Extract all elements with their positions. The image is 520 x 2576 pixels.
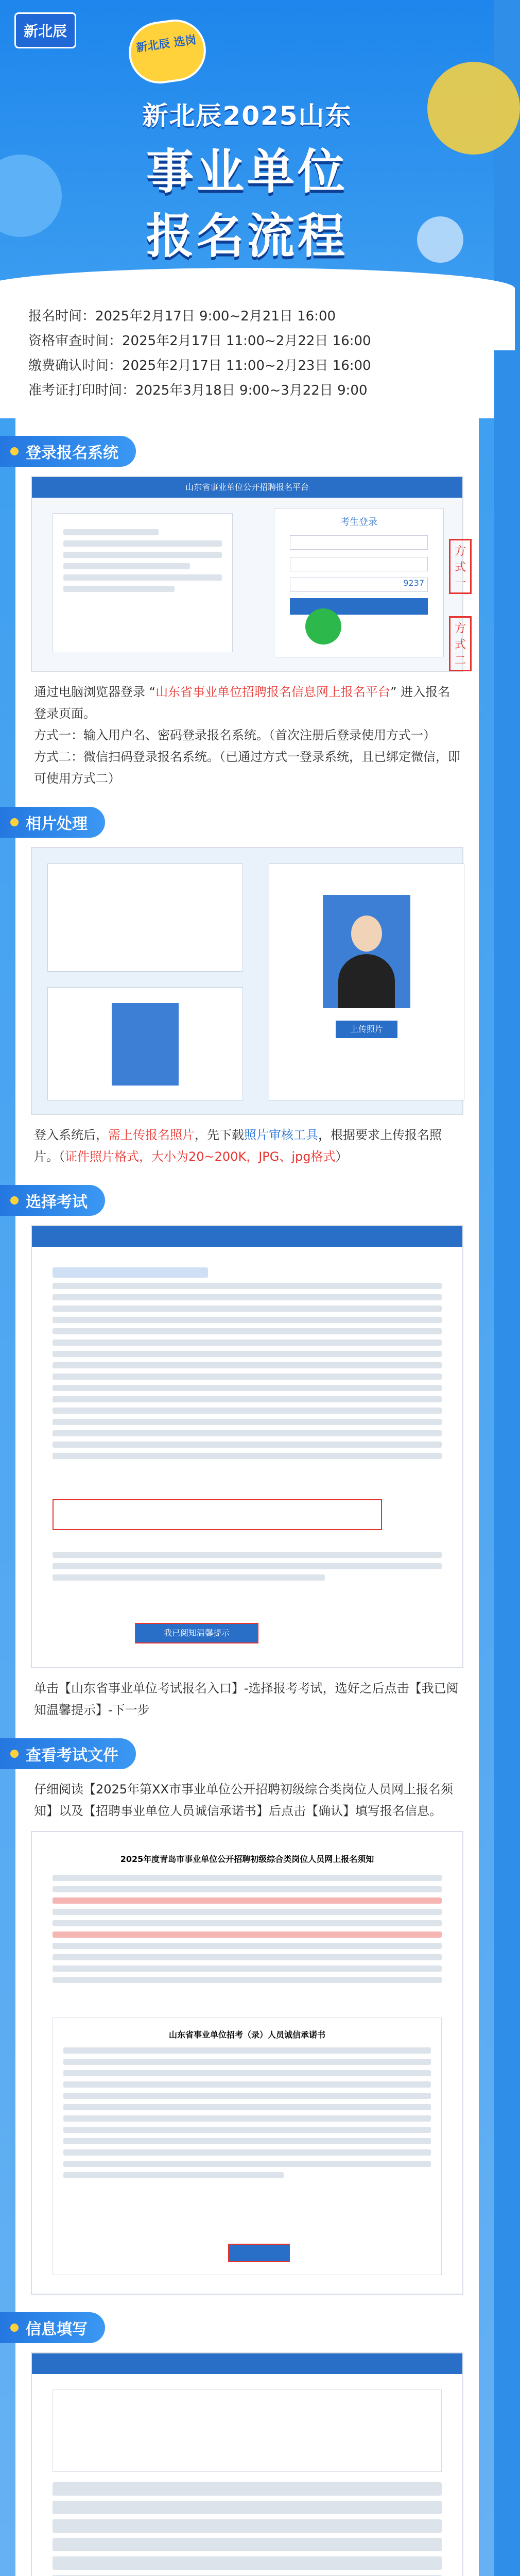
screenshot-header: 山东省事业单位公开招聘报名平台 [32,477,462,498]
notice-screenshot [31,1831,463,2295]
brand-badge: 新北辰 选岗 [125,15,210,88]
exam-screenshot [31,1225,463,1668]
section-photo-text: 登入系统后，需上传报名照片，先下载照片审核工具，根据要求上传报名照片。（证件照片格式，大小为20~200K，JPG、jpg格式） [34,1128,442,1164]
hero-subtitle: 新北辰2025山东 [142,101,352,131]
form-screenshot [31,2352,463,2576]
method1-tag: 方式一 [449,539,472,594]
hero-title-line1: 事业单位 [146,144,348,199]
bullet-icon [10,818,19,826]
login-screenshot [31,476,466,672]
confirm-button[interactable] [228,2244,290,2262]
bullet-icon [10,2324,19,2332]
section-photo-head [0,807,105,838]
promise-title: 山东省事业单位招考（录）人员诚信承诺书 [168,2030,325,2040]
captcha-field[interactable]: 9237 [290,578,428,592]
password-input[interactable] [290,557,428,571]
section-notice-text: 仔细阅读【2025年第XX市事业单位公开招聘初级综合类岗位人员网上报名须知】以及【招聘事业单位人员诚信承诺书】后点击【确认】填写报名信息。 [34,1782,453,1818]
hero-banner [0,0,494,314]
screenshot-header [32,2353,462,2374]
login-button[interactable] [290,598,428,615]
section-title: 相片处理 [26,815,88,833]
schedule-block [0,299,494,418]
date-admit-card: 准考证打印时间：2025年3月18日 9:00~3月22日 9:00 [28,383,368,398]
section-form-head [0,2312,105,2343]
section-title: 登录报名系统 [26,444,118,462]
exam-list [32,1247,462,1601]
photo-tool [47,987,243,1100]
photo-screenshot [31,847,463,1115]
section-title: 选择考试 [26,1193,88,1211]
notice-panel [53,513,233,652]
section-exam-text: 单击【山东省事业单位考试报名入口】-选择报考考试，选好之后点击【我已阅知温馨提示】-下一步 [34,1681,459,1717]
date-registration: 报名时间：2025年2月17日 9:00~2月21日 16:00 [28,309,336,324]
decor-circle [0,155,62,237]
process-card [15,418,479,2576]
tool-window [47,863,243,972]
upload-photo-button[interactable]: 上传照片 [336,1021,397,1038]
login-title: 考生登录 [340,517,377,528]
wechat-icon[interactable] [305,608,341,645]
section-title: 信息填写 [26,2320,88,2338]
section-title: 查看考试文件 [26,1747,118,1765]
id-photo [323,895,410,1008]
login-panel [274,508,444,657]
hero-title-line2: 报名流程 [146,209,348,264]
bullet-icon [10,447,19,455]
date-payment: 缴费确认时间：2025年2月17日 11:00~2月23日 16:00 [28,358,371,374]
section-login-head [0,436,136,467]
bullet-icon [10,1750,19,1758]
exam-highlight [53,1499,382,1530]
section-notice-head [0,1738,136,1769]
section-exam-head [0,1185,105,1216]
notice-title: 2025年度青岛市事业单位公开招聘初级综合类岗位人员网上报名须知 [120,1854,374,1864]
read-notice-button[interactable]: 我已阅知温馨提示 [135,1623,258,1643]
screenshot-header [32,1226,462,1247]
section-login-text: 通过电脑浏览器登录 “山东省事业单位招聘报名信息网上报名平台” 进入报名登录页面。 方式一：输入用户名、密码登录报名系统。（首次注册后登录使用方式一） 方式二：微信扫码登录报名系统。（已通过方式一登录系统，且已绑定微信，即可使用方式二） [34,685,460,786]
photo-preview [269,863,464,1100]
date-review: 资格审查时间：2025年2月17日 11:00~2月22日 16:00 [28,333,371,349]
bullet-icon [10,1196,19,1205]
form-fields [32,2374,462,2576]
method2-tag: 方式二 [449,616,472,671]
username-input[interactable] [290,535,428,550]
promise-doc [53,2018,442,2275]
decor-circle [417,216,463,263]
brand-logo: 新北辰 [14,12,76,48]
